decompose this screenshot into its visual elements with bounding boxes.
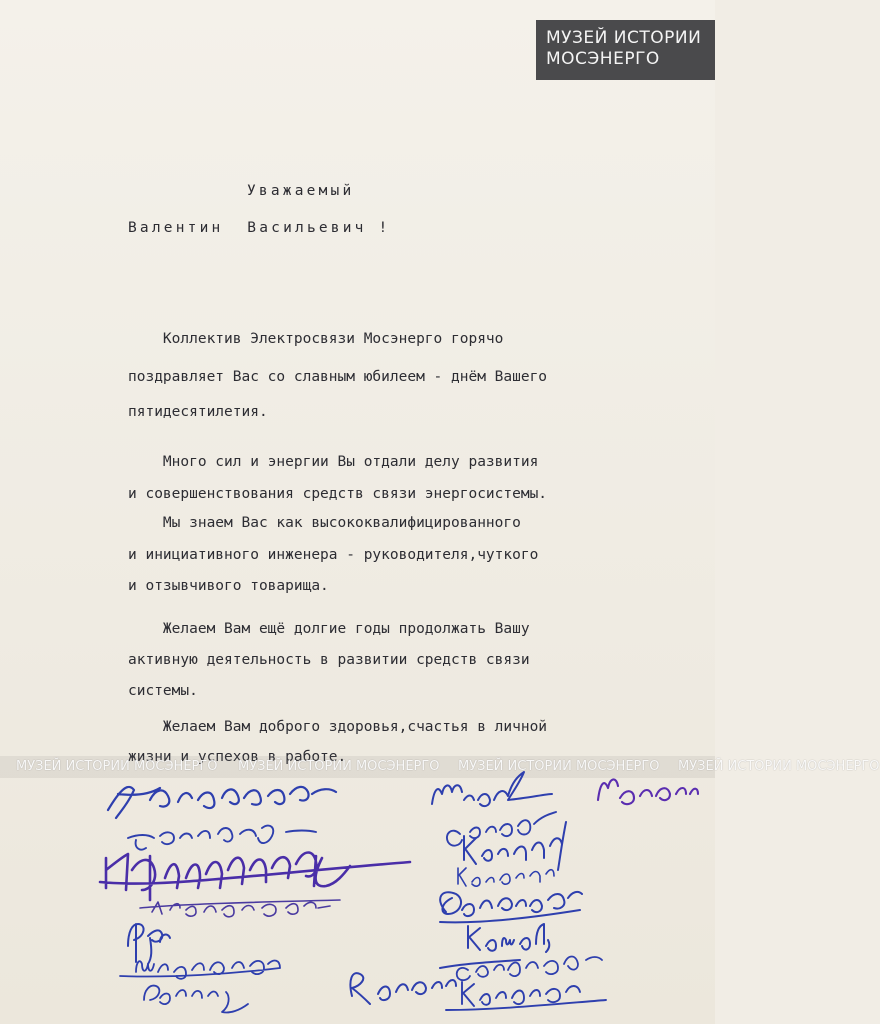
handwritten-signature bbox=[446, 982, 606, 1010]
handwritten-signature bbox=[457, 957, 602, 981]
letter-line: системы. bbox=[128, 683, 198, 699]
signatures-area bbox=[0, 760, 715, 1024]
badge-line-1: МУЗЕЙ ИСТОРИИ bbox=[546, 28, 702, 48]
badge-line-2: МОСЭНЕРГО bbox=[546, 49, 660, 69]
letter-line: и совершенствования средств связи энергосистемы. bbox=[128, 486, 548, 502]
handwritten-signature bbox=[468, 924, 549, 952]
letter-line: Коллектив Электросвязи Мосэнерго горячо bbox=[128, 331, 504, 347]
handwritten-signature bbox=[120, 961, 280, 979]
handwritten-signature bbox=[140, 900, 340, 917]
letter-line: жизни и успехов в работе. bbox=[128, 749, 347, 765]
letter-line: и инициативного инженера - руководителя,чуткого bbox=[128, 547, 539, 563]
handwritten-signature bbox=[128, 826, 316, 850]
greeting-line-1: Уважаемый bbox=[247, 183, 355, 199]
watermark-text: МУЗЕЙ ИСТОРИИ МОСЭНЕРГО bbox=[678, 759, 880, 774]
watermark-text: МУЗЕЙ ИСТОРИИ МОСЭНЕРГО bbox=[16, 759, 218, 774]
museum-logo-badge bbox=[536, 20, 715, 80]
letter-line: Много сил и энергии Вы отдали делу развития bbox=[128, 454, 539, 470]
handwritten-signature bbox=[108, 787, 336, 818]
handwritten-signature bbox=[598, 779, 698, 804]
letter-line: Желаем Вам доброго здоровья,счастья в личной bbox=[128, 719, 548, 735]
handwritten-signature bbox=[440, 892, 582, 922]
handwritten-signature bbox=[432, 772, 552, 806]
watermark-text: МУЗЕЙ ИСТОРИИ МОСЭНЕРГО bbox=[238, 759, 440, 774]
handwritten-signature bbox=[128, 924, 170, 964]
letter-line: Желаем Вам ещё долгие годы продолжать Вашу bbox=[128, 621, 530, 637]
watermark-text: МУЗЕЙ ИСТОРИИ МОСЭНЕРГО bbox=[458, 759, 660, 774]
greeting-line-2: Валентин Васильевич ! bbox=[128, 220, 391, 236]
letter-line: и отзывчивого товарища. bbox=[128, 578, 329, 594]
handwritten-signature bbox=[144, 986, 248, 1013]
handwritten-signature bbox=[350, 960, 520, 1004]
letter-line: Мы знаем Вас как высококвалифицированного bbox=[128, 515, 521, 531]
letter-line: поздравляет Вас со славным юбилеем - днём Вашего bbox=[128, 369, 548, 385]
letter-line: пятидесятилетия. bbox=[128, 404, 268, 420]
letter-line: активную деятельность в развитии средств связи bbox=[128, 652, 530, 668]
handwritten-signature bbox=[458, 868, 554, 886]
handwritten-signature bbox=[100, 853, 410, 901]
